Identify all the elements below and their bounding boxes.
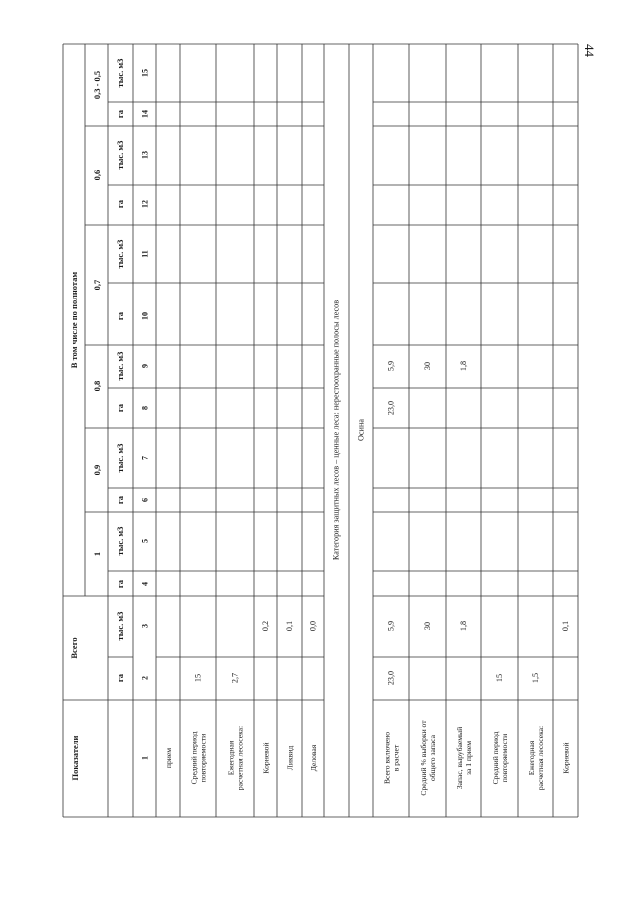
col-number-14: 14 — [140, 110, 150, 118]
unit-ha-5: га — [115, 109, 125, 119]
density-header: В том числе по полнотам — [69, 271, 79, 369]
bottom-row-c9-2: 1,8 — [459, 360, 468, 372]
unit-ha-3: га — [115, 311, 125, 321]
col-number-12: 12 — [140, 200, 150, 208]
section-species: Осина — [356, 419, 366, 441]
col-number-13: 13 — [140, 151, 150, 159]
top-row-label-1: Средний периодповторяемости — [189, 731, 208, 785]
bottom-row-label-1: Средний % выборки отобщего запаса — [419, 720, 437, 796]
unit-ha-4: га — [115, 199, 125, 209]
top-row-label-0: прием — [164, 747, 173, 769]
unit-ha-2: га — [115, 403, 125, 413]
bottom-row-label-5: Корневой — [561, 742, 571, 774]
col-number-2: 2 — [140, 676, 150, 680]
col-number-4: 4 — [140, 582, 150, 586]
bottom-row-c9-1: 30 — [423, 361, 432, 371]
page-number: 44 — [582, 44, 597, 57]
bottom-row-c9-0: 5,9 — [386, 360, 396, 372]
top-row-m3-3: 0,2 — [261, 620, 270, 632]
unit-m3-2: тыс. м3 — [115, 351, 125, 381]
top-row-label-4: Ликвид — [285, 745, 295, 771]
density-group-2: 0,8 — [92, 380, 102, 392]
bottom-row-label-2: Запас, вырубаемыйза 1 прием — [455, 726, 473, 790]
bottom-row-m3-0: 5,9 — [386, 620, 396, 632]
indicators-header: Показатели — [70, 735, 80, 781]
col-number-5: 5 — [140, 539, 150, 543]
col-number-11: 11 — [140, 250, 150, 258]
col-number-3: 3 — [140, 624, 150, 628]
unit-m3-5: тыс. м3 — [115, 58, 125, 88]
bottom-row-m3-5: 0,1 — [561, 620, 570, 632]
top-row-label-5: Деловая — [309, 744, 318, 772]
bottom-row-m3-1: 30 — [423, 621, 432, 631]
unit-m3-0: тыс. м3 — [115, 526, 125, 556]
top-row-label-2: Ежегоднаярасчетная лесосека: — [226, 725, 245, 791]
bottom-row-ha-0: 23,0 — [386, 670, 396, 686]
top-row-ha-1: 15 — [193, 673, 203, 683]
col-number-9: 9 — [140, 364, 150, 368]
col-number-6: 6 — [140, 498, 150, 502]
section-category: Категория защитных лесов – ценные леса: нерестоохранные полосы лесов — [331, 299, 341, 561]
top-row-label-3: Корневой — [261, 742, 271, 774]
col-number-7: 7 — [140, 456, 150, 460]
density-group-1: 0,9 — [92, 464, 102, 476]
bottom-row-label-3: Средний периодповторяемости — [491, 731, 509, 785]
top-row-m3-4: 0,1 — [285, 620, 294, 632]
unit-ha-0: га — [115, 579, 125, 589]
col-number-15: 15 — [140, 69, 150, 77]
density-group-3: 0,7 — [92, 279, 102, 291]
unit-m3-4: тыс. м3 — [115, 140, 125, 170]
density-group-0: 1 — [92, 551, 102, 557]
total-header: Всего — [69, 637, 79, 659]
bottom-row-ha-4: 1,5 — [531, 672, 540, 684]
col-number-8: 8 — [140, 406, 150, 410]
col-number-10: 10 — [140, 312, 150, 320]
top-row-m3-5: 0,0 — [308, 620, 318, 632]
density-group-5: 0,3 - 0,5 — [92, 70, 102, 100]
unit-m3-1: тыс. м3 — [115, 443, 125, 473]
unit-ha-1: га — [115, 495, 125, 505]
bottom-row-c8-0: 23,0 — [386, 400, 396, 416]
bottom-row-m3-2: 1,8 — [459, 620, 468, 632]
bottom-row-ha-3: 15 — [495, 673, 504, 683]
top-row-ha-2: 2,7 — [230, 672, 240, 684]
bottom-row-label-0: Всего включенов расчет — [382, 731, 401, 785]
col-number-1: 1 — [140, 756, 150, 760]
density-group-4: 0,6 — [92, 169, 102, 181]
unit-m3-total: тыс. м3 — [115, 611, 125, 641]
unit-ha-total: га — [115, 673, 125, 683]
unit-m3-3: тыс. м3 — [115, 239, 125, 269]
bottom-row-label-4: Ежегоднаярасчетная лесосека: — [527, 725, 545, 791]
